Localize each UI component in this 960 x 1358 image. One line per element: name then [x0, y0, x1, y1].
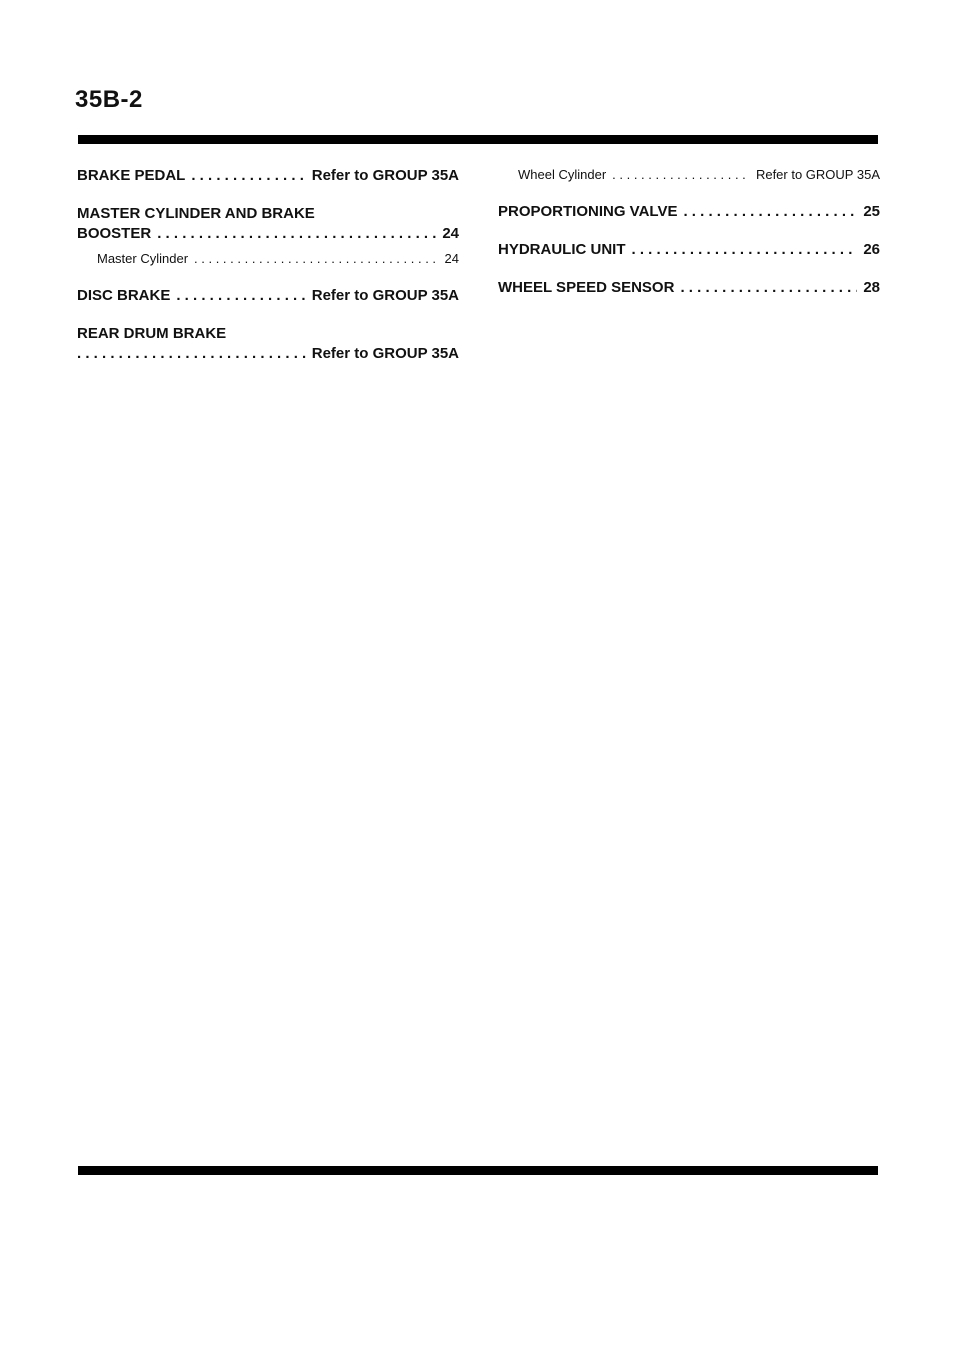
toc-entry-label: WHEEL SPEED SENSOR	[498, 279, 675, 296]
dot-leader	[191, 166, 305, 186]
toc-left-column	[77, 166, 459, 364]
toc-entry-ref: Refer to GROUP 35A	[755, 167, 880, 182]
toc-entry-heading: MASTER CYLINDER AND BRAKE	[77, 205, 315, 222]
toc-entry-master-cylinder[interactable]	[77, 250, 459, 268]
dot-leader	[176, 286, 305, 306]
toc-entry-label: Wheel Cylinder	[518, 167, 607, 182]
toc-entry-ref: 25	[863, 203, 880, 220]
toc-entry-label: PROPORTIONING VALVE	[498, 203, 678, 220]
toc-entry-master-cylinder-brake-booster[interactable]	[77, 204, 459, 244]
dot-leader	[683, 202, 857, 222]
toc-entry-label: BOOSTER	[77, 225, 152, 242]
toc-entry-ref: Refer to GROUP 35A	[311, 167, 459, 184]
bottom-rule	[78, 1166, 878, 1175]
toc-entry-label: HYDRAULIC UNIT	[498, 241, 626, 258]
toc-entry-wheel-cylinder[interactable]	[498, 166, 880, 184]
toc-entry-label: DISC BRAKE	[77, 287, 171, 304]
dot-leader	[157, 224, 436, 244]
dot-leader	[680, 278, 857, 298]
toc-entry-ref: Refer to GROUP 35A	[311, 345, 459, 362]
toc-entry-ref: 28	[863, 279, 880, 296]
dot-leader	[612, 166, 750, 184]
toc-entry-ref: 26	[863, 241, 880, 258]
toc-right-column	[498, 166, 880, 298]
toc-entry-disc-brake[interactable]	[77, 286, 459, 306]
top-rule	[78, 135, 878, 144]
toc-entry-label: BRAKE PEDAL	[77, 167, 186, 184]
toc-entry-proportioning-valve[interactable]	[498, 202, 880, 222]
toc-entry-wheel-speed-sensor[interactable]	[498, 278, 880, 298]
dot-leader	[632, 240, 858, 260]
toc-entry-rear-drum-brake[interactable]	[77, 324, 459, 364]
toc-entry-ref: 24	[442, 225, 459, 242]
toc-entry-ref: Refer to GROUP 35A	[311, 287, 459, 304]
toc-entry-hydraulic-unit[interactable]	[498, 240, 880, 260]
dot-leader	[194, 250, 439, 268]
dot-leader	[77, 344, 306, 364]
toc-entry-heading: REAR DRUM BRAKE	[77, 325, 227, 342]
toc-entry-brake-pedal[interactable]	[77, 166, 459, 186]
page-number: 35B-2	[75, 86, 143, 113]
toc-entry-ref: 24	[444, 251, 459, 266]
toc-entry-label: Master Cylinder	[97, 251, 189, 266]
